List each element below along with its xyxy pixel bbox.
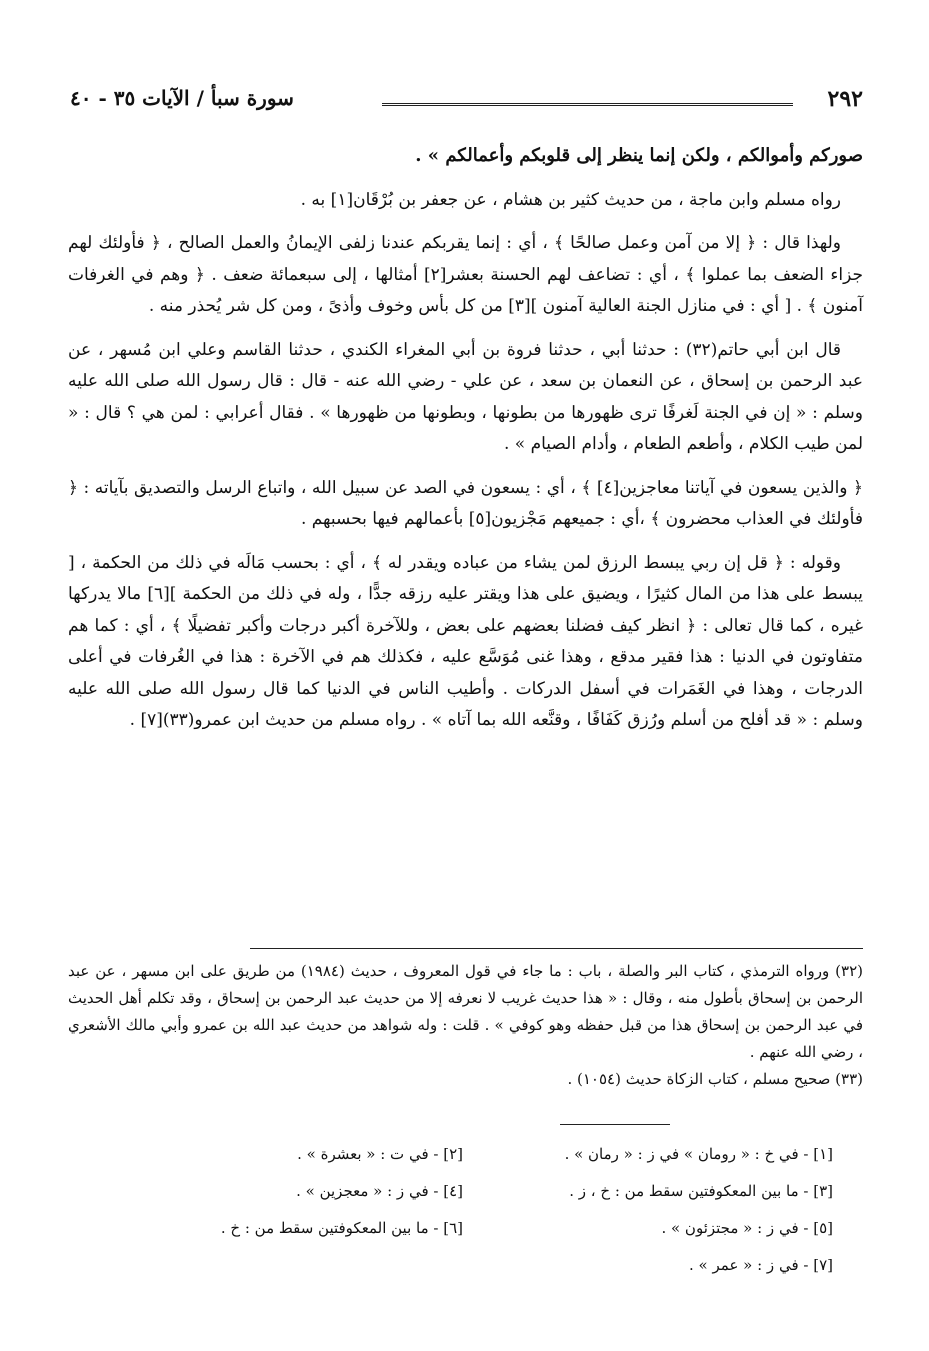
footnote: (٣٣) صحيح مسلم ، كتاب الزكاة حديث (١٠٥٤) . (567, 1070, 863, 1088)
variant-note: [١] - في خ : « رومان » في ز : « رمان » . (564, 1145, 833, 1163)
variant-row (93, 1136, 833, 1173)
variants-divider (560, 1124, 670, 1125)
page-header (70, 86, 863, 118)
variant-note (93, 1247, 463, 1284)
footnotes (68, 958, 863, 1093)
paragraph: وقوله : ﴿ قل إن ربي يبسط الرزق لمن يشاء من عباده ويقدر له ﴾ ، أي : بحسب مَالَه في ذلك من الحكمة ، [ يبسط على هذا من المال كثيرًا ، ويضيق على هذا ويقتر عليه رزقه جدًّا ، وله في ذلك من الحكمة ][٦] مالا يدركها غيره ، كما قال تعالى : ﴿ انظر كيف فضلنا بعضهم على بعض ، وللآخرة أكبر درجات وأكبر تفضيلًا ﴾ ، أي : كما هم متفاوتون في الدنيا : هذا فقير مدقع ، وهذا غنى مُوَسَّع عليه ، فكذلك هم في الآخرة : هذا في الغُرفات في أعلى الدرجات ، وهذا في الغَمَرات في أسفل الدركات . وأطيب الناس في الدنيا كما قال رسول الله صلى الله عليه وسلم : « قد أفلح من أسلم ورُزق كَفَافًا ، وقنَّعه الله بما آتاه » . رواه مسلم من حديث ابن عمرو(٣٣)[٧] . (68, 552, 863, 730)
variant-note: [٦] - ما بين المعكوفتين سقط من : خ . (220, 1219, 463, 1237)
variant-note: [٣] - ما بين المعكوفتين سقط من : خ ، ز . (569, 1182, 833, 1200)
footnote: (٣٢) ورواه الترمذي ، كتاب البر والصلة ، باب : ما جاء في قول المعروف ، حديث (١٩٨٤) من طريق على ابن مسهر ، عن عبد الرحمن بن إسحاق بأطول منه ، وقال : « هذا حديث غريب لا نعرفه إلا من حديث عبد الرحمن بن إسحاق ، وقد تكلم أهل الحديث في عبد الرحمن بن إسحاق هذا من قبل حفظه وهو كوفي » . قلت : وله شواهد من حديث عبد الله بن عمرو وأبي مالك الأشعري ، رضي الله عنهم . (68, 962, 863, 1061)
variant-note: [٥] - في ز : « مجتزئون » . (661, 1219, 833, 1237)
paragraph: ﴿ والذين يسعون في آياتنا معاجزين[٤] ﴾ ، أي : يسعون في الصد عن سبيل الله ، واتباع الرسل والتصديق بآياته : ﴿ فأولئك في العذاب محضرون ﴾ ،أي : جميعهم مَجْزيون[٥] بأعمالهم فيها بحسبهم . (68, 477, 863, 529)
page-number: ٢٩٢ (827, 86, 863, 112)
manuscript-variants (93, 1136, 833, 1284)
variant-note: [٧] - في ز : « عمر » . (689, 1256, 833, 1274)
variant-row (93, 1173, 833, 1210)
variant-note: [٤] - في ز : « معجزين » . (296, 1182, 463, 1200)
footnote-divider (250, 948, 863, 949)
variant-note: [٢] - في ت : « بعشرة » . (297, 1145, 463, 1163)
variant-row (93, 1210, 833, 1247)
main-text (68, 140, 863, 749)
paragraph: ولهذا قال : ﴿ إلا من آمن وعمل صالحًا ﴾ ، أي : إنما يقربكم عندنا زلفى الإيمانُ والعمل الصالح ، ﴿ فأولئك لهم جزاء الضعف بما عملوا ﴾ ، أي : تضاعف لهم الحسنة بعشر[٢] أمثالها ، إلى سبعمائة ضعف . ﴿ وهم في الغرفات آمنون ﴾ . [ أي : في منازل الجنة العالية آمنون ][٣] من كل بأس وخوف وأذىً ، ومن كل شر يُحذر منه . (68, 233, 863, 316)
paragraph: قال ابن أبي حاتم(٣٢) : حدثنا أبي ، حدثنا فروة بن أبي المغراء الكندي ، حدثنا القاسم وعلي ابن مُسهر ، عن عبد الرحمن بن إسحاق ، عن النعمان بن سعد ، عن علي - رضي الله عنه - قال : قال رسول الله صلى الله عليه وسلم : « إن في الجنة لَغرفًا ترى ظهورها من بطونها ، وبطونها من ظهورها » . فقال أعرابي : لمن هي ؟ قال : « لمن طيب الكلام ، وأطعم الطعام ، وأدام الصيام » . (68, 339, 863, 454)
variant-row (93, 1247, 833, 1284)
header-rule (382, 103, 793, 109)
section-title: سورة سبأ / الآيات ٣٥ - ٤٠ (70, 86, 294, 110)
paragraph: رواه مسلم وابن ماجة ، من حديث كثير بن هشام ، عن جعفر بن بُرْقَان[١] به . (300, 189, 841, 210)
paragraph: صوركم وأموالكم ، ولكن إنما ينظر إلى قلوبكم وأعمالكم » . (415, 145, 863, 166)
